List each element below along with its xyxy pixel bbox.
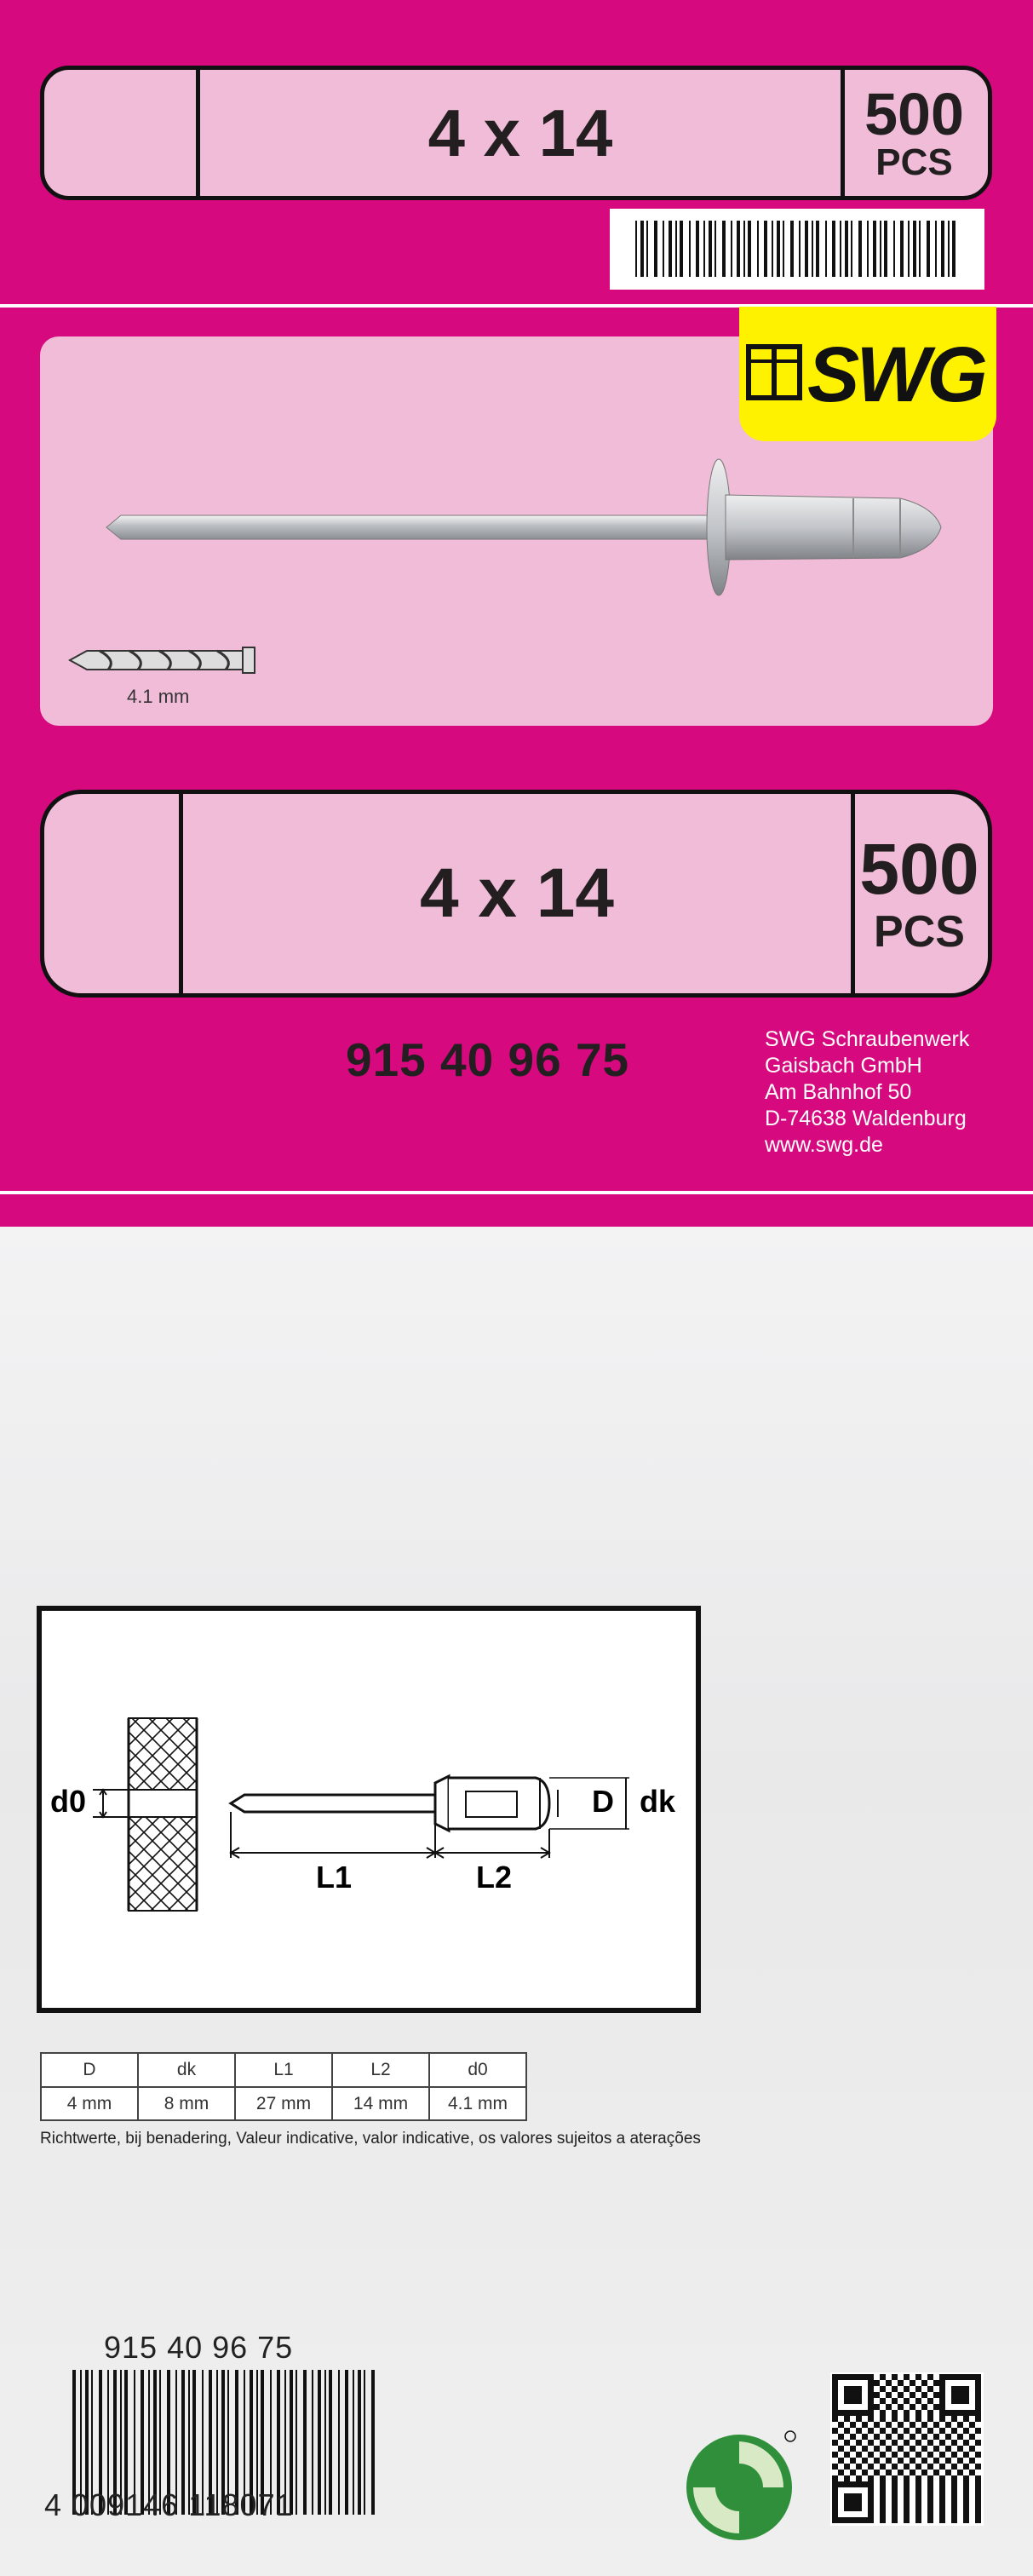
brand-logo	[739, 307, 996, 441]
table-cell: 27 mm	[235, 2087, 332, 2120]
quantity-value: 500	[859, 829, 979, 909]
table-cell: 8 mm	[138, 2087, 235, 2120]
green-dot-icon	[681, 2426, 801, 2545]
quantity-value: 500	[864, 81, 964, 147]
size-text: 4 x 14	[428, 95, 613, 170]
ean-article-number: 915 40 96 75	[104, 2330, 294, 2365]
address-line: Am Bahnhof 50	[765, 1080, 912, 1104]
logo-text: SWG	[807, 331, 984, 418]
size-label-top	[40, 66, 992, 200]
barcode-icon	[610, 209, 984, 290]
dim-label-dk: dk	[640, 1784, 676, 1819]
table-header-cell: d0	[429, 2053, 526, 2087]
quantity-block	[851, 794, 988, 993]
address-line: www.swg.de	[765, 1133, 883, 1157]
address-line: Gaisbach GmbH	[765, 1054, 922, 1078]
article-number: 915 40 96 75	[346, 1033, 630, 1086]
divider-line	[0, 1191, 1033, 1194]
dim-label-L2: L2	[476, 1860, 513, 1895]
quantity-unit: PCS	[875, 141, 953, 183]
qr-code-icon	[830, 2372, 984, 2526]
technical-drawing	[37, 1606, 701, 2013]
address-line: D-74638 Waldenburg	[765, 1107, 967, 1130]
table-header-cell: D	[41, 2053, 138, 2087]
spec-table	[40, 2052, 527, 2121]
address-line: SWG Schraubenwerk	[765, 1027, 970, 1051]
table-header-row	[41, 2053, 526, 2087]
manufacturer-address	[765, 1026, 969, 1159]
size-text: 4 x 14	[420, 854, 614, 932]
disclaimer-text: Richtwerte, bij benadering, Valeur indicative, valor indicative, os valores sujeitos a aterações	[40, 2130, 701, 2148]
drill-size-label: 4.1 mm	[127, 686, 190, 707]
table-cell: 14 mm	[332, 2087, 429, 2120]
dim-label-L1: L1	[316, 1860, 353, 1895]
table-header-cell: L1	[235, 2053, 332, 2087]
dim-label-D: D	[592, 1784, 614, 1819]
size-label-bottom	[40, 790, 992, 998]
small-barcode	[610, 209, 984, 290]
ean-number: 4 009146 118071	[44, 2487, 294, 2522]
quantity-unit: PCS	[874, 907, 965, 957]
table-row	[41, 2087, 526, 2120]
drill-bit-icon	[66, 639, 261, 681]
table-header-cell: L2	[332, 2053, 429, 2087]
dim-label-d0: d0	[50, 1784, 87, 1819]
table-cell: 4 mm	[41, 2087, 138, 2120]
table-header-cell: dk	[138, 2053, 235, 2087]
table-cell: 4.1 mm	[429, 2087, 526, 2120]
quantity-block	[841, 70, 988, 196]
